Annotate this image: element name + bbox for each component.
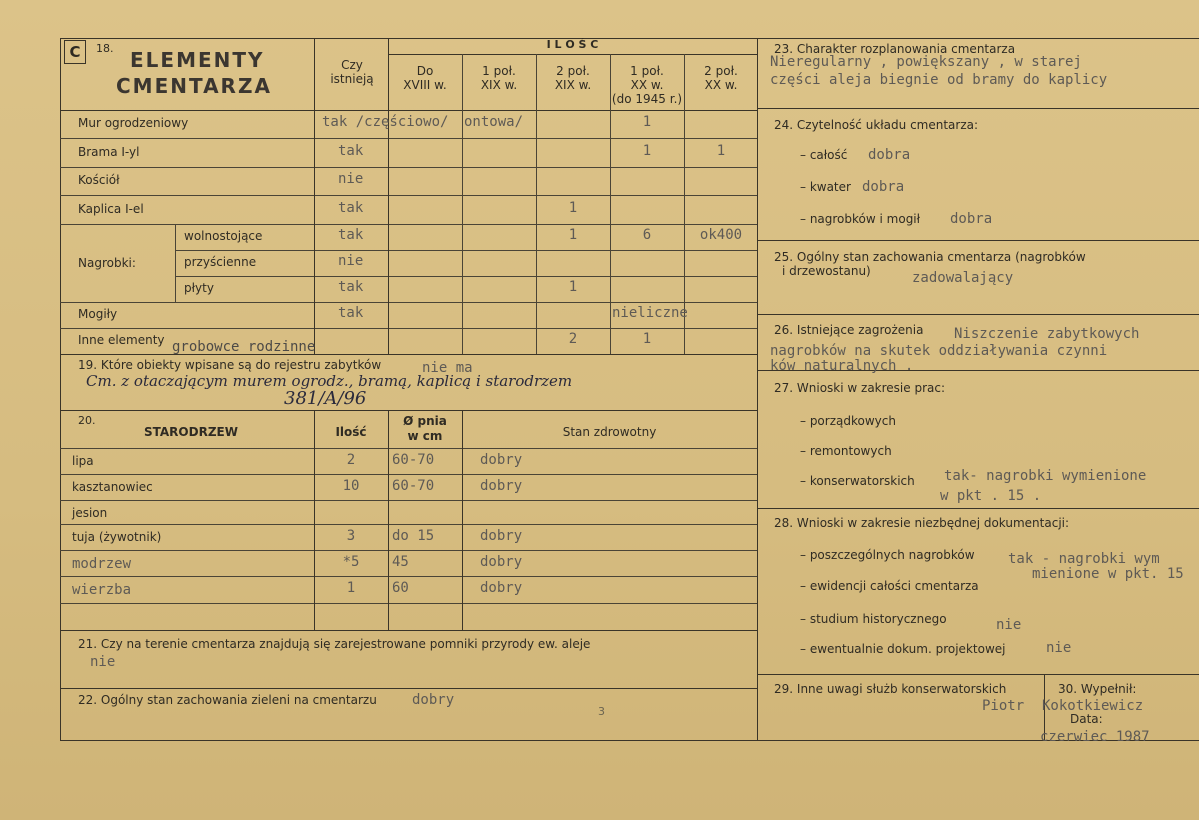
s27-item: – konserwatorskich xyxy=(800,474,915,488)
element-row-exists: nie xyxy=(338,253,364,269)
section-23-line-2: części aleja biegnie od bramy do kaplicy xyxy=(770,72,1108,88)
section-19-register-number: 381/A/96 xyxy=(284,388,367,409)
element-row-count: nieliczne xyxy=(612,305,688,321)
element-row-count: 1 xyxy=(568,227,578,243)
section-26-line-3: ków naturalnych . xyxy=(770,358,914,374)
rule xyxy=(60,38,61,740)
period-header-line-1: Do xyxy=(416,64,434,78)
tree-diameter: 60 xyxy=(392,580,409,596)
nagrobki-label: Nagrobki: xyxy=(78,256,136,270)
period-header-line-1: 1 poł. xyxy=(630,64,664,78)
tree-count: 10 xyxy=(342,478,360,494)
pnia-col-header-1: Ø pnia xyxy=(403,414,447,428)
starodrzew-header: STARODRZEW xyxy=(144,425,238,439)
section-19-typed: nie ma xyxy=(422,360,473,376)
section-28-value-4: nie xyxy=(1046,640,1072,656)
tree-name: wierzba xyxy=(72,582,132,598)
rule xyxy=(757,314,1199,315)
section-23-label: 23. Charakter rozplanowania cmentarza xyxy=(774,42,1016,56)
period-header-line-3: (do 1945 r.) xyxy=(611,92,683,106)
inne-elementy-value: grobowce rodzinne xyxy=(172,339,316,355)
s24-value: dobra xyxy=(862,179,905,195)
tree-diameter: 60-70 xyxy=(392,478,435,494)
section-27-label: 27. Wnioski w zakresie prac: xyxy=(774,381,946,395)
s28-item: – ewentualnie dokum. projektowej xyxy=(800,642,1006,656)
element-row-count: 1 xyxy=(642,331,652,347)
section-19-handwritten: Cm. z otaczającym murem ogrodz., bramą, kaplicą i starodrzem xyxy=(86,372,573,390)
rule xyxy=(175,250,757,251)
rule xyxy=(60,138,757,139)
section-22-value: dobry xyxy=(412,692,455,708)
section-27-value-2: w pkt . 15 . xyxy=(940,488,1042,504)
section-30-label: 30. Wypełnił: xyxy=(1058,682,1137,696)
tree-name: jesion xyxy=(72,506,108,520)
element-row-count: 1 xyxy=(568,279,578,295)
section-25-label-1: 25. Ogólny stan zachowania cmentarza (nagrobków xyxy=(774,250,1086,264)
s24-value: dobra xyxy=(950,211,993,227)
date-label: Data: xyxy=(1070,712,1103,726)
rule xyxy=(462,410,463,630)
ilosc-header: I L O Ś C xyxy=(546,38,599,51)
period-header-line-2: XIX w. xyxy=(480,78,518,92)
rule xyxy=(60,550,757,551)
s28-item: – ewidencji całości cmentarza xyxy=(800,579,979,593)
period-header-line-2: XX w. xyxy=(630,78,664,92)
rule xyxy=(175,224,176,302)
element-row-exists: tak /częściowo/ xyxy=(322,114,449,130)
section-18-num: 18. xyxy=(96,42,114,55)
section-28-value-1a: tak - nagrobki wym xyxy=(1008,551,1160,567)
rule xyxy=(60,354,757,355)
tree-health: dobry xyxy=(480,580,523,596)
rule xyxy=(60,328,757,329)
rule xyxy=(388,54,757,55)
element-row-count: 2 xyxy=(568,331,578,347)
section-29-value: Piotr xyxy=(982,698,1025,714)
tree-health: dobry xyxy=(480,452,523,468)
section-21-label: 21. Czy na terenie cmentarza znajdują się zarejestrowane pomniki przyrody ew. aleje xyxy=(78,637,591,651)
czy-header-1: Czy xyxy=(341,58,363,72)
section-26-line-1: Niszczenie zabytkowych xyxy=(954,326,1140,342)
period-header-line-1: 2 poł. xyxy=(704,64,738,78)
section-25-label-2: i drzewostanu) xyxy=(782,264,871,278)
section-18-title-2: CMENTARZA xyxy=(116,74,272,98)
s24-value: dobra xyxy=(868,147,911,163)
section-25-value: zadowalający xyxy=(912,270,1014,286)
element-row-count: 1 xyxy=(642,114,652,130)
rule xyxy=(757,108,1199,109)
element-row-exists: tak xyxy=(338,279,364,295)
filled-by-name: Kokotkiewicz xyxy=(1042,698,1144,714)
tree-health: dobry xyxy=(480,528,523,544)
ilosc-col-header: Ilość xyxy=(335,425,367,439)
rule xyxy=(60,410,757,411)
date-value: czerwiec 1987 xyxy=(1040,729,1150,745)
tree-diameter: 60-70 xyxy=(392,452,435,468)
section-28-label: 28. Wnioski w zakresie niezbędnej dokumentacji: xyxy=(774,516,1070,530)
element-row-exists: nie xyxy=(338,171,364,187)
element-row-label: Kościół xyxy=(78,173,120,187)
tree-count: 3 xyxy=(346,528,356,544)
footer-mark: 3 xyxy=(598,705,605,718)
rule xyxy=(60,167,757,168)
element-row-count: 1 xyxy=(568,199,578,216)
period-header-line-1: 1 poł. xyxy=(482,64,516,78)
element-row-count: ontowa/ xyxy=(464,114,524,130)
c-box: C xyxy=(64,40,86,64)
rule xyxy=(314,410,315,630)
section-28-value-1b: mienione w pkt. 15 xyxy=(1032,566,1184,582)
rule xyxy=(757,674,1199,675)
tree-name: kasztanowiec xyxy=(72,480,153,494)
rule xyxy=(462,54,463,354)
rule xyxy=(60,576,757,577)
element-row-label: Inne elementy xyxy=(78,333,165,347)
rule xyxy=(314,38,315,354)
section-26-label: 26. Istniejące zagrożenia xyxy=(774,323,924,337)
element-row-exists: tak xyxy=(338,142,364,159)
rule xyxy=(175,276,757,277)
s28-item: – studium historycznego xyxy=(800,612,947,626)
section-24-label: 24. Czytelność układu cmentarza: xyxy=(774,118,979,132)
element-row-exists: tak xyxy=(338,227,364,243)
s24-item: – całość xyxy=(800,148,848,162)
rule xyxy=(60,603,757,604)
element-row-label: płyty xyxy=(184,281,214,295)
element-row-label: wolnostojące xyxy=(184,229,263,243)
period-header-line-2: XX w. xyxy=(704,78,738,92)
period-header-line-2: XVIII w. xyxy=(403,78,447,92)
element-row-label: Mogiły xyxy=(78,307,118,321)
s28-item: – poszczególnych nagrobków xyxy=(800,548,975,562)
section-18-title-1: ELEMENTY xyxy=(130,48,265,72)
tree-name: tuja (żywotnik) xyxy=(72,530,162,544)
s24-item: – nagrobków i mogił xyxy=(800,212,921,226)
rule xyxy=(60,474,757,475)
pnia-col-header-2: w cm xyxy=(407,429,443,443)
section-28-value-3: nie xyxy=(996,617,1022,633)
element-row-label: przyścienne xyxy=(184,255,257,269)
rule xyxy=(60,630,757,631)
period-header-line-2: XIX w. xyxy=(554,78,592,92)
section-23-line-1: Nieregularny , powiększany , w starej xyxy=(770,54,1082,70)
rule xyxy=(60,500,757,501)
element-row-label: Mur ogrodzeniowy xyxy=(78,116,189,130)
s24-item: – kwater xyxy=(800,180,851,194)
rule xyxy=(757,508,1199,509)
tree-name: lipa xyxy=(72,454,94,468)
tree-health: dobry xyxy=(480,554,523,570)
tree-count: 2 xyxy=(346,452,356,468)
tree-count: 1 xyxy=(346,580,356,596)
rule xyxy=(60,524,757,525)
rule xyxy=(757,240,1199,241)
rule xyxy=(60,740,1199,741)
czy-header-2: istnieją xyxy=(330,72,374,86)
element-row-label: Kaplica I-el xyxy=(78,201,144,216)
element-row-exists: tak xyxy=(338,199,364,216)
period-header-line-1: 2 poł. xyxy=(556,64,590,78)
s27-item: – remontowych xyxy=(800,444,892,458)
section-20-num: 20. xyxy=(78,414,96,427)
tree-name: modrzew xyxy=(72,556,132,572)
stan-col-header: Stan zdrowotny xyxy=(562,425,657,439)
section-29-label: 29. Inne uwagi służb konserwatorskich xyxy=(774,682,1007,696)
element-row-count: 1 xyxy=(642,142,652,159)
section-22-label: 22. Ogólny stan zachowania zieleni na cmentarzu xyxy=(78,693,377,707)
rule xyxy=(388,410,389,630)
rule xyxy=(60,195,757,196)
tree-diameter: 45 xyxy=(392,554,409,570)
section-19-label: 19. Które obiekty wpisane są do rejestru zabytków xyxy=(78,358,382,372)
tree-health: dobry xyxy=(480,478,523,494)
rule xyxy=(60,110,757,111)
element-row-exists: tak xyxy=(338,305,364,321)
element-row-label: Brama I-yl xyxy=(78,144,140,159)
element-row-count: ok400 xyxy=(699,227,743,243)
element-row-count: 1 xyxy=(716,142,726,159)
element-row-count: 6 xyxy=(642,227,652,243)
section-21-value: nie xyxy=(90,654,116,670)
section-26-line-2: nagrobków na skutek oddziaływania czynni xyxy=(770,343,1108,359)
tree-count: *5 xyxy=(342,554,360,570)
tree-diameter: do 15 xyxy=(392,528,435,544)
section-27-value-1: tak- nagrobki wymienione xyxy=(944,468,1147,484)
rule xyxy=(60,448,757,449)
rule xyxy=(60,224,757,225)
rule xyxy=(60,302,757,303)
s27-item: – porządkowych xyxy=(800,414,896,428)
rule xyxy=(60,688,757,689)
